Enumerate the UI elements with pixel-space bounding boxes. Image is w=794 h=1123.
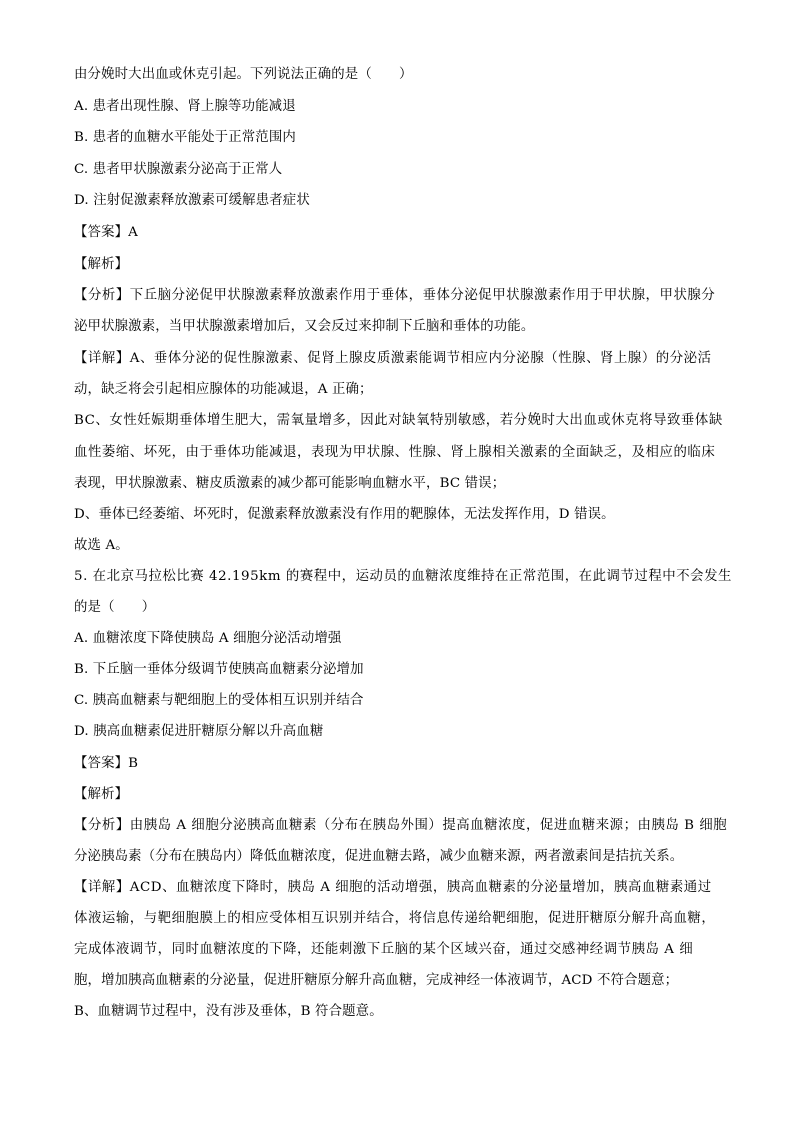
q5-option-d: D. 胰高血糖素促进肝糖原分解以升高血糖 bbox=[74, 724, 324, 739]
q5-xiangjie-line-4: 胞，增加胰高血糖素的分泌量，促进肝糖原分解升高血糖，完成神经一体液调节，ACD 不符合题意； bbox=[74, 973, 679, 988]
q4-option-d: D. 注射促激素释放激素可缓解患者症状 bbox=[74, 193, 310, 208]
q4-xiangjie-line-2: 动，缺乏将会引起相应腺体的功能减退，A 正确； bbox=[74, 382, 373, 397]
q4-option-a: A. 患者出现性腺、肾上腺等功能减退 bbox=[74, 99, 296, 114]
q5-xiangjie-line-2: 体液运输，与靶细胞膜上的相应受体相互识别并结合，将信息传递给靶细胞，促进肝糖原分解升高血糖， bbox=[74, 911, 716, 926]
q5-xiangjie-line-5: B、血糖调节过程中，没有涉及垂体，B 符合题意。 bbox=[74, 1004, 383, 1019]
q4-stem-tail: 由分娩时大出血或休克引起。下列说法正确的是（ ） bbox=[74, 67, 413, 82]
q5-analysis-heading: 【解析】 bbox=[74, 787, 129, 802]
q4-answer: 【答案】A bbox=[74, 225, 138, 240]
q5-option-b: B. 下丘脑一垂体分级调节使胰高血糖素分泌增加 bbox=[74, 662, 364, 677]
q4-xiangjie-line-4: 血性萎缩、坏死，由于垂体功能减退，表现为甲状腺、性腺、肾上腺相关激素的全面缺乏，及相应的临床 bbox=[74, 445, 716, 460]
q5-answer: 【答案】B bbox=[74, 756, 139, 771]
q4-fenxi-line-1: 【分析】下丘脑分泌促甲状腺激素释放激素作用于垂体，垂体分泌促甲状腺激素作用于甲状腺，甲状腺分 bbox=[74, 288, 716, 303]
q4-xiangjie-line-6: D、垂体已经萎缩、坏死时，促激素释放激素没有作用的靶腺体，无法发挥作用，D 错误。 bbox=[74, 507, 615, 522]
q5-option-c: C. 胰高血糖素与靶细胞上的受体相互识别并结合 bbox=[74, 693, 364, 708]
q5-xiangjie-line-1: 【详解】ACD、血糖浓度下降时，胰岛 A 细胞的活动增强，胰高血糖素的分泌量增加，胰高血糖素通过 bbox=[74, 880, 712, 895]
q5-option-a: A. 血糖浓度下降使胰岛 A 细胞分泌活动增强 bbox=[74, 631, 342, 646]
q5-stem-line-2: 的是（ ） bbox=[74, 600, 156, 615]
q5-xiangjie-line-3: 完成体液调节，同时血糖浓度的下降，还能刺激下丘脑的某个区域兴奋，通过交感神经调节胰岛 A 细 bbox=[74, 942, 694, 957]
q4-option-c: C. 患者甲状腺激素分泌高于正常人 bbox=[74, 162, 283, 177]
q4-option-b: B. 患者的血糖水平能处于正常范围内 bbox=[74, 130, 296, 145]
q5-stem-line-1: 5. 在北京马拉松比赛 42.195km 的赛程中，运动员的血糖浓度维持在正常范围，在此调节过程中不会发生 bbox=[74, 569, 732, 584]
q4-analysis-heading: 【解析】 bbox=[74, 257, 129, 272]
q4-xiangjie-line-1: 【详解】A、垂体分泌的促性腺激素、促肾上腺皮质激素能调节相应内分泌腺（性腺、肾上腺）的分泌活 bbox=[74, 351, 712, 366]
q4-xiangjie-line-5: 表现，甲状腺激素、糖皮质激素的减少都可能影响血糖水平，BC 错误； bbox=[74, 476, 506, 491]
q5-fenxi-line-2: 分泌胰岛素（分布在胰岛内）降低血糖浓度，促进血糖去路，减少血糖来源，两者激素间是拮抗关系。 bbox=[74, 849, 684, 864]
q4-conclusion: 故选 A。 bbox=[74, 538, 129, 553]
q4-xiangjie-line-3: BC、女性妊娠期垂体增生肥大，需氧量增多，因此对缺氧特别敏感，若分娩时大出血或休克将导致垂体缺 bbox=[74, 413, 723, 428]
q5-fenxi-line-1: 【分析】由胰岛 A 细胞分泌胰高血糖素（分布在胰岛外围）提高血糖浓度，促进血糖来源；由胰岛 B 细胞 bbox=[74, 818, 728, 833]
q4-fenxi-line-2: 泌甲状腺激素，当甲状腺激素增加后，又会反过来抑制下丘脑和垂体的功能。 bbox=[74, 319, 535, 334]
